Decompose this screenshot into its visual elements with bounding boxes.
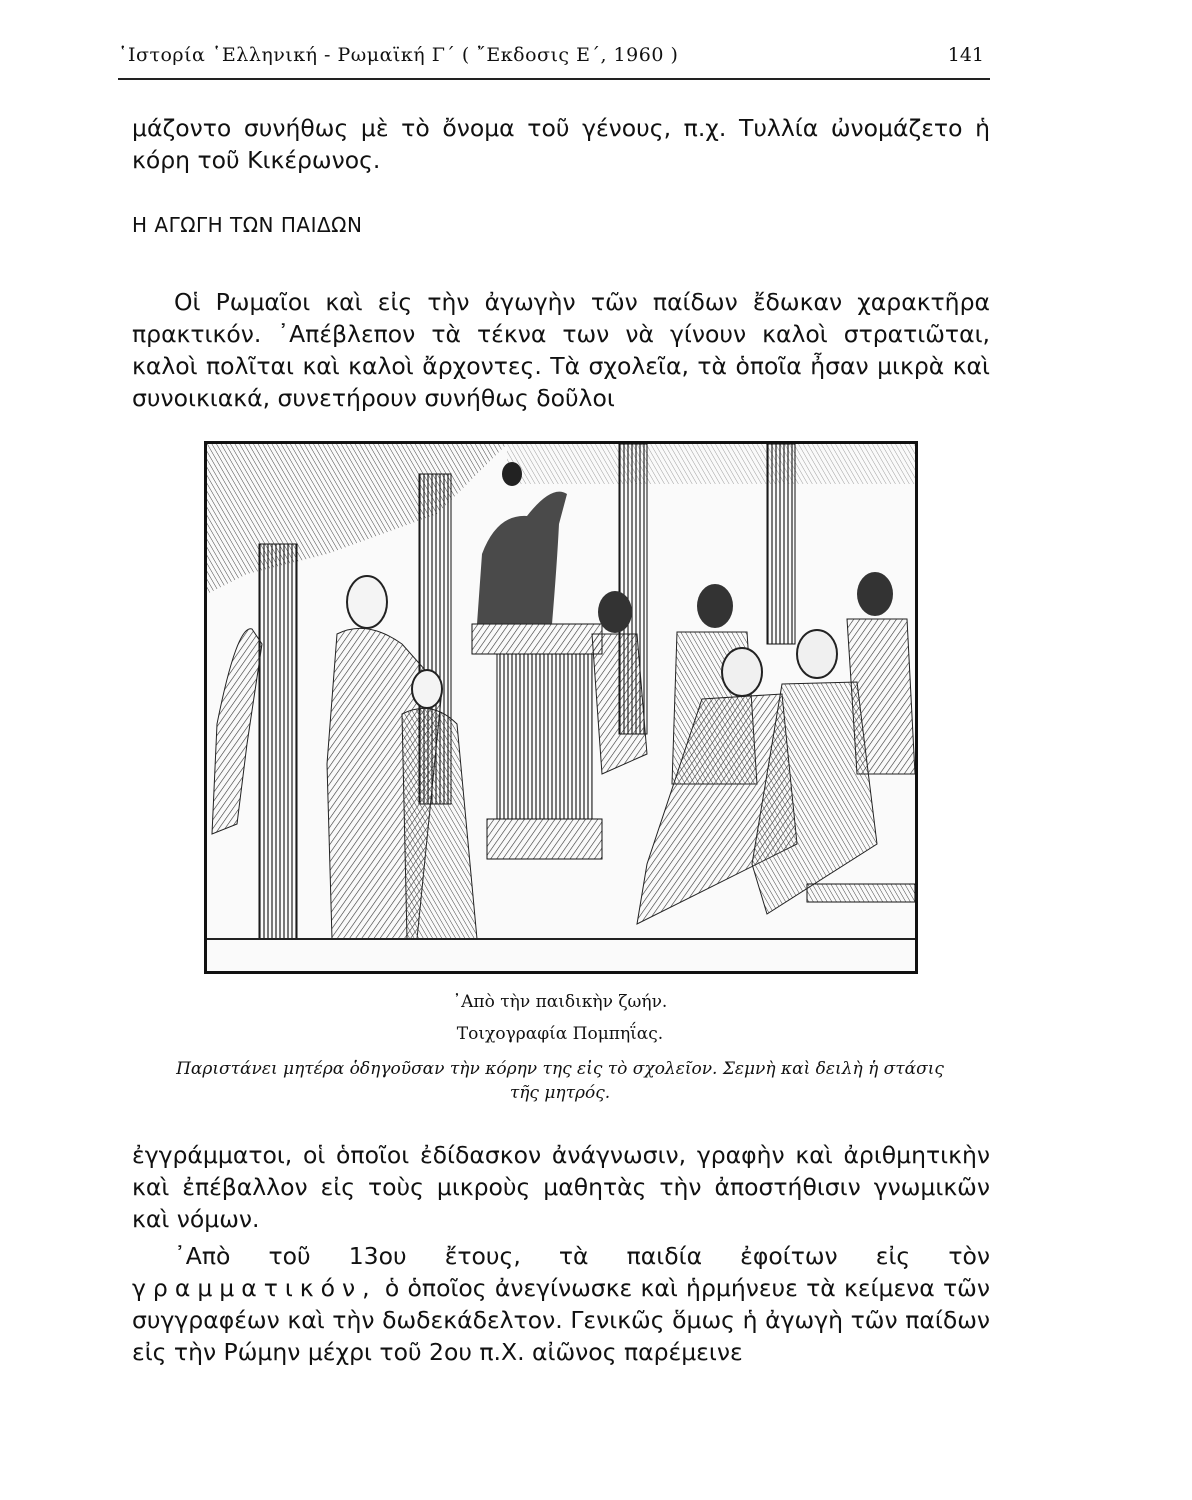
column-left	[259, 544, 297, 939]
awning-shape	[207, 444, 507, 594]
seated-man-head	[797, 630, 837, 678]
pedestal-base	[487, 819, 602, 859]
boy-figure	[592, 634, 647, 774]
emphasized-term: γραμματικόν,	[132, 1274, 377, 1302]
rider-head	[502, 462, 522, 486]
paragraph-4	[132, 1240, 990, 1368]
fresco-illustration	[204, 441, 918, 974]
figure-caption-description: Παριστάνει μητέρα ὁδηγοῦσαν τὴν κόρην της εἰς τὸ σχολεῖον. Σεμνὴ καὶ δειλὴ ἡ στάσις τῆς μητρός.	[176, 1059, 944, 1103]
paragraph-1: μάζοντο συνήθως μὲ τὸ ὄνομα τοῦ γένους, π.χ. Τυλλία ὠνομάζετο ἡ κόρη τοῦ Κικέρωνος.	[132, 114, 990, 174]
paragraph-4-part-1: ᾿Απὸ τοῦ 13ου ἔτους, τὰ παιδία ἐφοίτων εἰς τὸν	[174, 1242, 990, 1270]
header-title: ῾Ιστορία ῾Ελληνική - Ρωμαϊκή Γ΄ ( ῎Εκδοσις Ε΄, 1960 )	[118, 44, 679, 66]
right-figure-head	[857, 572, 893, 616]
girl-head	[412, 670, 442, 708]
illustration-drawing	[207, 444, 915, 971]
standing-man-head	[697, 584, 733, 628]
column-right	[767, 444, 795, 644]
right-figure	[847, 619, 915, 774]
girl-figure	[402, 708, 477, 939]
ceiling-band	[507, 444, 915, 484]
child-figure-left	[212, 629, 262, 834]
equestrian-statue	[477, 492, 567, 624]
paragraph-3: ἐγγράμματοι, οἱ ὁποῖοι ἐδίδασκον ἀνάγνωσιν, γραφὴν καὶ ἀριθμητικὴν καὶ ἐπέβαλλον εἰς τοὺς μικροὺς μαθητὰς τὴν ἀποστήθισιν γνωμικῶν καὶ νόμων.	[132, 1141, 990, 1233]
paragraph-2: Οἱ Ρωμαῖοι καὶ εἰς τὴν ἀγωγὴν τῶν παίδων ἔδωκαν χαρακτῆρα πρακτικόν. ᾿Απέβλεπον τὰ τέκνα των νὰ γίνουν καλοὶ στρατιῶται, καλοὶ πολῖται καὶ καλοὶ ἄρχοντες. Τὰ σχολεῖα, τὰ ὁποῖα ἦσαν μικρὰ καὶ συνοικιακά, συνετήρουν συνήθως δοῦλοι	[132, 288, 990, 412]
pedestal-shaft	[497, 654, 592, 819]
page-number: 141	[947, 44, 984, 66]
figure-caption-source: Τοιχογραφία Πομπηΐας.	[456, 1024, 664, 1044]
teacher-head	[722, 648, 762, 696]
section-heading: Η ΑΓΩΓΗ ΤΩΝ ΠΑΙΔΩΝ	[132, 213, 363, 237]
mother-head	[347, 576, 387, 628]
paragraph-4-part-2: ὁ ὁποῖος ἀνεγίνωσκε καὶ ἡρμήνευε τὰ κείμενα τῶν συγγραφέων καὶ τὴν δωδεκάδελτον. Γενικῶς ὅμως ἡ ἀγωγὴ τῶν παίδων εἰς τὴν Ρώμην μέχρι τοῦ 2ου π.Χ. αἰῶνος παρέμεινε	[132, 1274, 990, 1366]
figure-caption-title: ᾿Απὸ τὴν παιδικὴν ζωήν.	[452, 992, 668, 1012]
bench	[807, 884, 915, 902]
running-header	[118, 38, 990, 80]
pedestal-top	[472, 624, 602, 654]
boy-head	[598, 591, 632, 633]
